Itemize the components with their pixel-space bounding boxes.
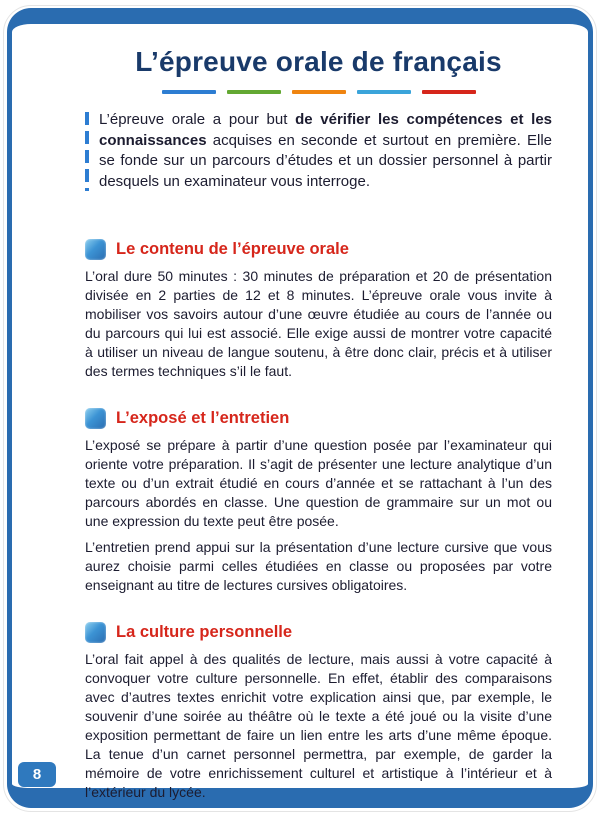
divider-segment	[357, 90, 411, 94]
page-title: L’épreuve orale de français	[135, 46, 502, 77]
intro-text-pre: L’épreuve orale a pour but	[99, 111, 296, 128]
section-body-paragraph: L’oral dure 50 minutes : 30 minutes de préparation et 20 de présentation divisée en 2 parties de 12 et 8 minutes. L’épreuve orale vous invite à mobiliser vos savoirs autour d’une œuvre étudiée au cours de l’année ou du parcours qui lui est associé. Elle exige aussi de montrer votre capacité à utiliser un niveau de langue soutenu, à être donc clair, précis et à utiliser des termes techniques s’il le faut.	[85, 267, 552, 379]
intro-paragraph	[85, 110, 552, 193]
section-body-paragraph: L’exposé se prépare à partir d’une question posée par l’examinateur qui oriente votre préparation. Il s’agit de présenter une lecture analytique d’un texte ou d’un extrait étudié en cours d’année et se rattachant à l’un des parcours abordés en classe. Une question de grammaire sur un mot ou une expression du texte peut être posée.	[85, 436, 552, 530]
divider-segment	[422, 90, 476, 94]
page-frame	[7, 8, 593, 808]
section-heading: Le contenu de l’épreuve orale	[116, 239, 349, 258]
section-expose-entretien	[85, 408, 552, 595]
section-culture-personnelle	[85, 622, 552, 802]
section-heading: La culture personnelle	[116, 623, 293, 642]
intro-text-bold: de vérifier les compétences et les connaissances	[99, 111, 553, 149]
section-bullet-icon	[85, 239, 106, 260]
intro-text	[99, 110, 552, 193]
divider-segment	[227, 90, 281, 94]
page-content	[12, 24, 588, 802]
intro-marker-bar	[85, 112, 89, 191]
title-divider	[85, 90, 552, 94]
section-contenu	[85, 239, 552, 381]
section-header	[85, 408, 552, 429]
section-header	[85, 622, 552, 643]
page-number-tab	[18, 762, 56, 787]
section-heading: L’exposé et l’entretien	[116, 408, 290, 427]
section-body-paragraph: L’entretien prend appui sur la présentation d’une lecture cursive que vous aurez choisie parmi celles étudiées en classe ou proposées par votre enseignant au titre de lectures cursives obligatoires.	[85, 539, 552, 594]
section-bullet-icon	[85, 622, 106, 643]
section-body-paragraph: L’oral fait appel à des qualités de lecture, mais aussi à votre capacité à convoquer votre culture personnelle. En effet, établir des comparaisons avec d’autres textes enrichit votre explication ainsi que, par exemple, le souvenir d’une soirée au théâtre où le texte a été joué ou la visite d’une exposition permettant de faire un lien entre les arts d’une même époque. La tenue d’un carnet personnel permettra, par exemple, de garder la mémoire de votre enrichissement culturel et artistique à l’intérieur et à l’extérieur du lycée.	[85, 651, 552, 801]
section-header	[85, 239, 552, 260]
divider-segment	[162, 90, 216, 94]
divider-segment	[292, 90, 346, 94]
intro-text-post: acquises en seconde et surtout en première. Elle se fonde sur un parcours d’études et un dossier personnel à partir desquels un examinateur vous interroge.	[99, 131, 552, 191]
section-bullet-icon	[85, 408, 106, 429]
page-number: 8	[32, 766, 42, 783]
